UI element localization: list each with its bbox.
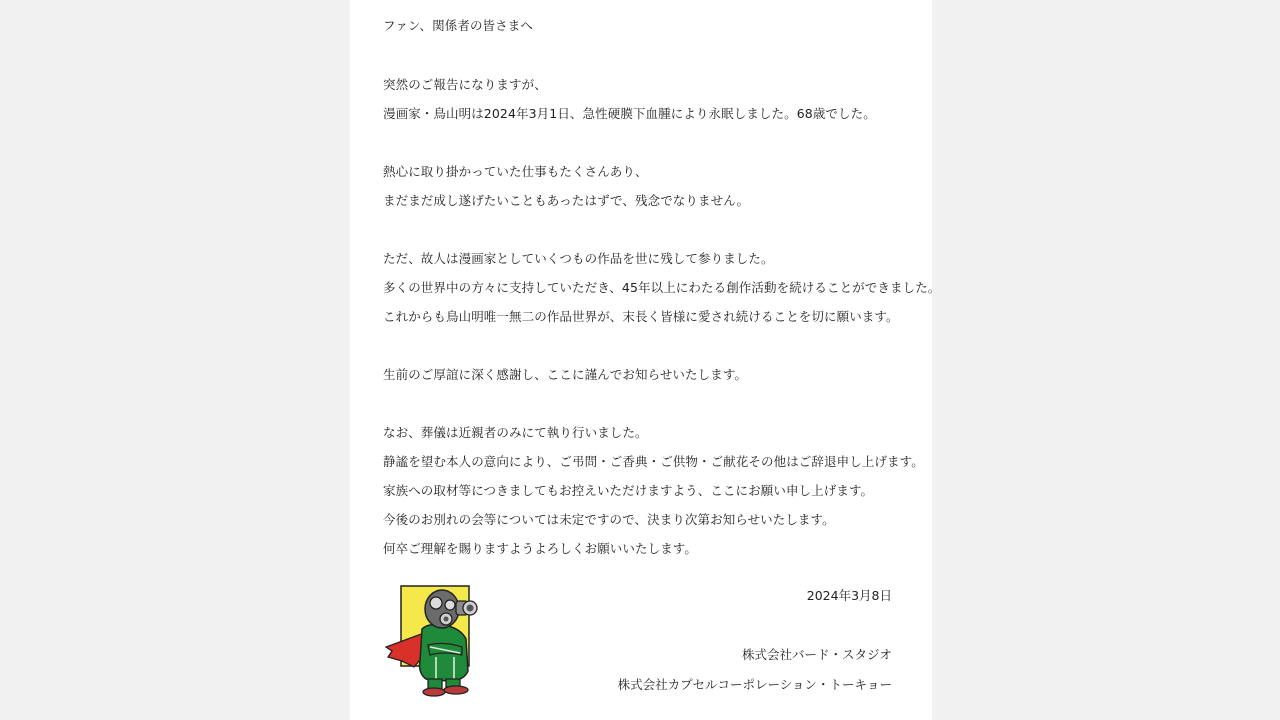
paragraph-line: 何卒ご理解を賜りますようよろしくお願いいたします。 [383,541,698,556]
paragraph-line: これからも鳥山明唯一無二の作品世界が、末長く皆様に愛され続けることを切に願います。 [383,309,899,324]
paragraph-line: 多くの世界中の方々に支持していただき、45年以上にわたる創作活動を続けることができました。 [383,280,941,295]
robot-mascot-icon [384,583,496,699]
signatory: 株式会社バード・スタジオ [741,647,892,662]
paragraph-line: 突然のご報告になりますが、 [383,77,547,92]
paragraph-line: ただ、故人は漫画家としていくつもの作品を世に残して参りました。 [383,251,774,266]
paragraph-line: まだまだ成し遂げたいこともあったはずで、残念でなりません。 [383,193,750,208]
paragraph-line: 静謐を望む本人の意向により、ご弔問・ご香典・ご供物・ご献花その他はご辞退申し上げます。 [383,454,924,469]
paragraph-line: 漫画家・鳥山明は2024年3月1日、急性硬膜下血腫により永眠しました。68歳でした。 [383,106,876,121]
paragraph-line: 家族への取材等につきましてもお控えいただけますよう、ここにお願い申し上げます。 [383,483,874,498]
paragraph-line: 生前のご厚誼に深く感謝し、ここに謹んでお知らせいたします。 [383,367,748,382]
mascot-arms [428,643,462,655]
paragraph-line: なお、葬儀は近親者のみにて執り行いました。 [383,425,648,440]
paragraph-line: 今後のお別れの会等については未定ですので、決まり次第お知らせいたします。 [383,512,835,527]
salutation: ファン、関係者の皆さまへ [383,18,533,33]
letter-date: 2024年3月8日 [806,588,892,603]
paragraph-line: 熱心に取り掛かっていた仕事もたくさんあり、 [383,164,648,179]
signatory: 株式会社カプセルコーポレーション・トーキョー [617,677,892,692]
